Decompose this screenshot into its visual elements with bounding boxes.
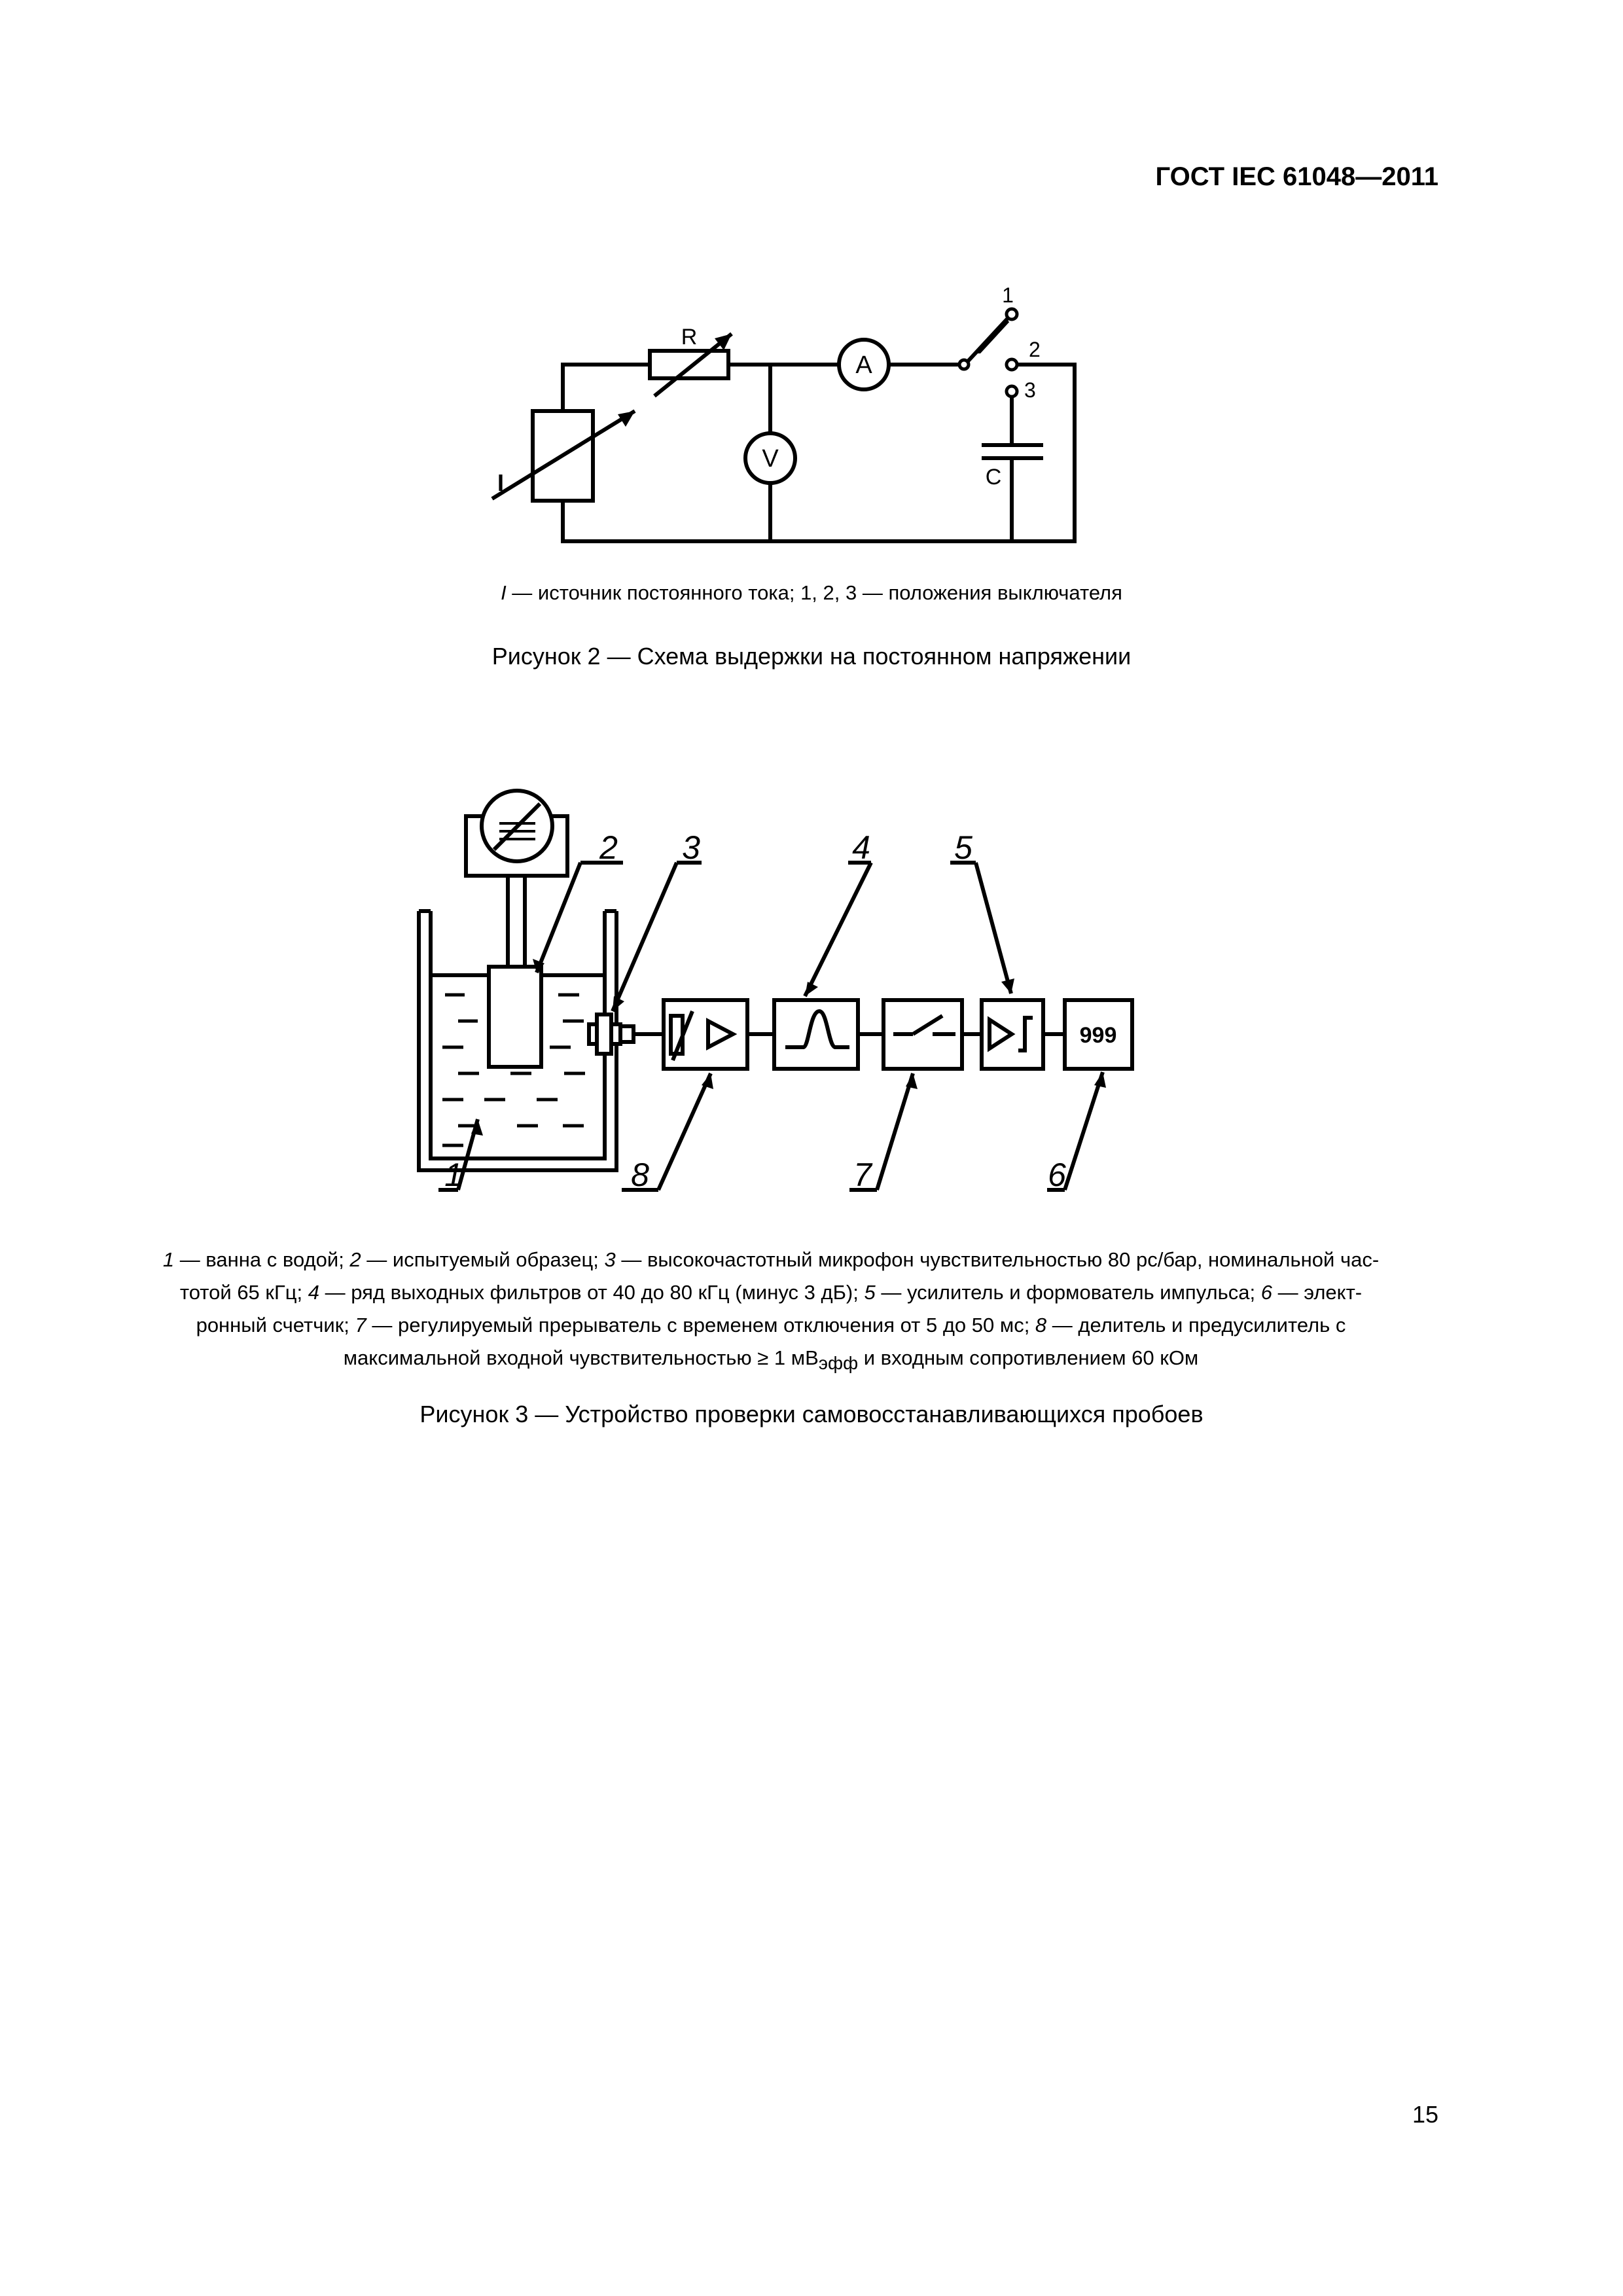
legend-run: — ряд выходных фильтров от 40 до 80 кГц (минус 3 дБ);	[319, 1281, 865, 1304]
source-label: I	[497, 469, 505, 496]
switch-contact-1	[1007, 309, 1017, 319]
legend-run: — элект-	[1272, 1281, 1363, 1304]
counter-display: 999	[1079, 1023, 1117, 1048]
switch-position-2-label: 2	[1029, 338, 1041, 361]
capacitor-label: C	[985, 465, 1002, 490]
legend-text: — источник постоянного тока; 1, 2, 3 — положения выключателя	[506, 581, 1122, 604]
switch-contact-2	[1007, 359, 1017, 370]
test-specimen	[489, 967, 541, 1067]
legend-line-3	[116, 1309, 1425, 1342]
resistor-label: R	[681, 325, 698, 350]
callout-2: 2	[599, 829, 618, 866]
legend-run: 7	[355, 1314, 366, 1336]
figure-3-title: Рисунок 3 — Устройство проверки самовосстанавливающихся пробоев	[419, 1401, 1204, 1427]
legend-line-2	[116, 1276, 1425, 1309]
legend-run: 2	[349, 1248, 361, 1271]
document-id-header: ГОСТ IEC 61048—2011	[1155, 162, 1438, 191]
voltmeter-label: V	[762, 445, 779, 473]
legend-run: — делитель и предусилитель с	[1046, 1314, 1346, 1336]
callout-1: 1	[444, 1157, 463, 1193]
switch-contact-3	[1007, 386, 1017, 397]
legend-run: — испытуемый образец;	[361, 1248, 605, 1271]
page-number: 15	[1412, 2101, 1438, 2128]
figure-3-legend	[116, 1244, 1425, 1380]
legend-line-4: максимальной входной чувствительностью ≥ 1 $мВ_{эфф}$ и входным сопротивлением 60 кОм	[343, 1346, 1199, 1374]
callout-5: 5	[954, 829, 972, 866]
legend-run: — ванна с водой;	[174, 1248, 350, 1271]
legend-run: 3	[604, 1248, 616, 1271]
legend-run: ронный счетчик;	[196, 1314, 355, 1336]
resistor-symbol	[650, 351, 728, 378]
figure-2-legend	[0, 581, 1623, 605]
switch-position-3-label: 3	[1024, 378, 1036, 402]
legend-run: 4	[308, 1281, 319, 1304]
legend-run: 1	[162, 1248, 175, 1271]
callout-8: 8	[631, 1157, 649, 1193]
callout-7: 7	[853, 1157, 872, 1193]
legend-run: 5	[864, 1281, 876, 1304]
legend-run: 8	[1035, 1314, 1047, 1336]
callout-6: 6	[1048, 1157, 1066, 1193]
figure-3-apparatus-diagram	[0, 753, 1623, 1237]
legend-run: 6	[1260, 1281, 1272, 1304]
figure-2-circuit-diagram	[0, 0, 1623, 589]
legend-line-1	[116, 1244, 1425, 1276]
switch-pivot	[959, 360, 969, 369]
ammeter-label: A	[855, 351, 872, 379]
switch-position-1-label: 1	[1002, 283, 1014, 307]
callout-4: 4	[852, 829, 870, 866]
legend-symbol: I	[501, 581, 507, 604]
figure-2-title: Рисунок 2 — Схема выдержки на постоянном напряжении	[491, 643, 1132, 670]
legend-run: — усилитель и формователь импульса;	[875, 1281, 1261, 1304]
legend-run: тотой 65 кГц;	[179, 1281, 308, 1304]
callout-3: 3	[682, 829, 700, 866]
legend-run: — высокочастотный микрофон чувствительностью 80 рс/бар, номинальной час-	[615, 1248, 1380, 1271]
legend-run: — регулируемый прерыватель с временем отключения от 5 до 50 мс;	[366, 1314, 1035, 1336]
